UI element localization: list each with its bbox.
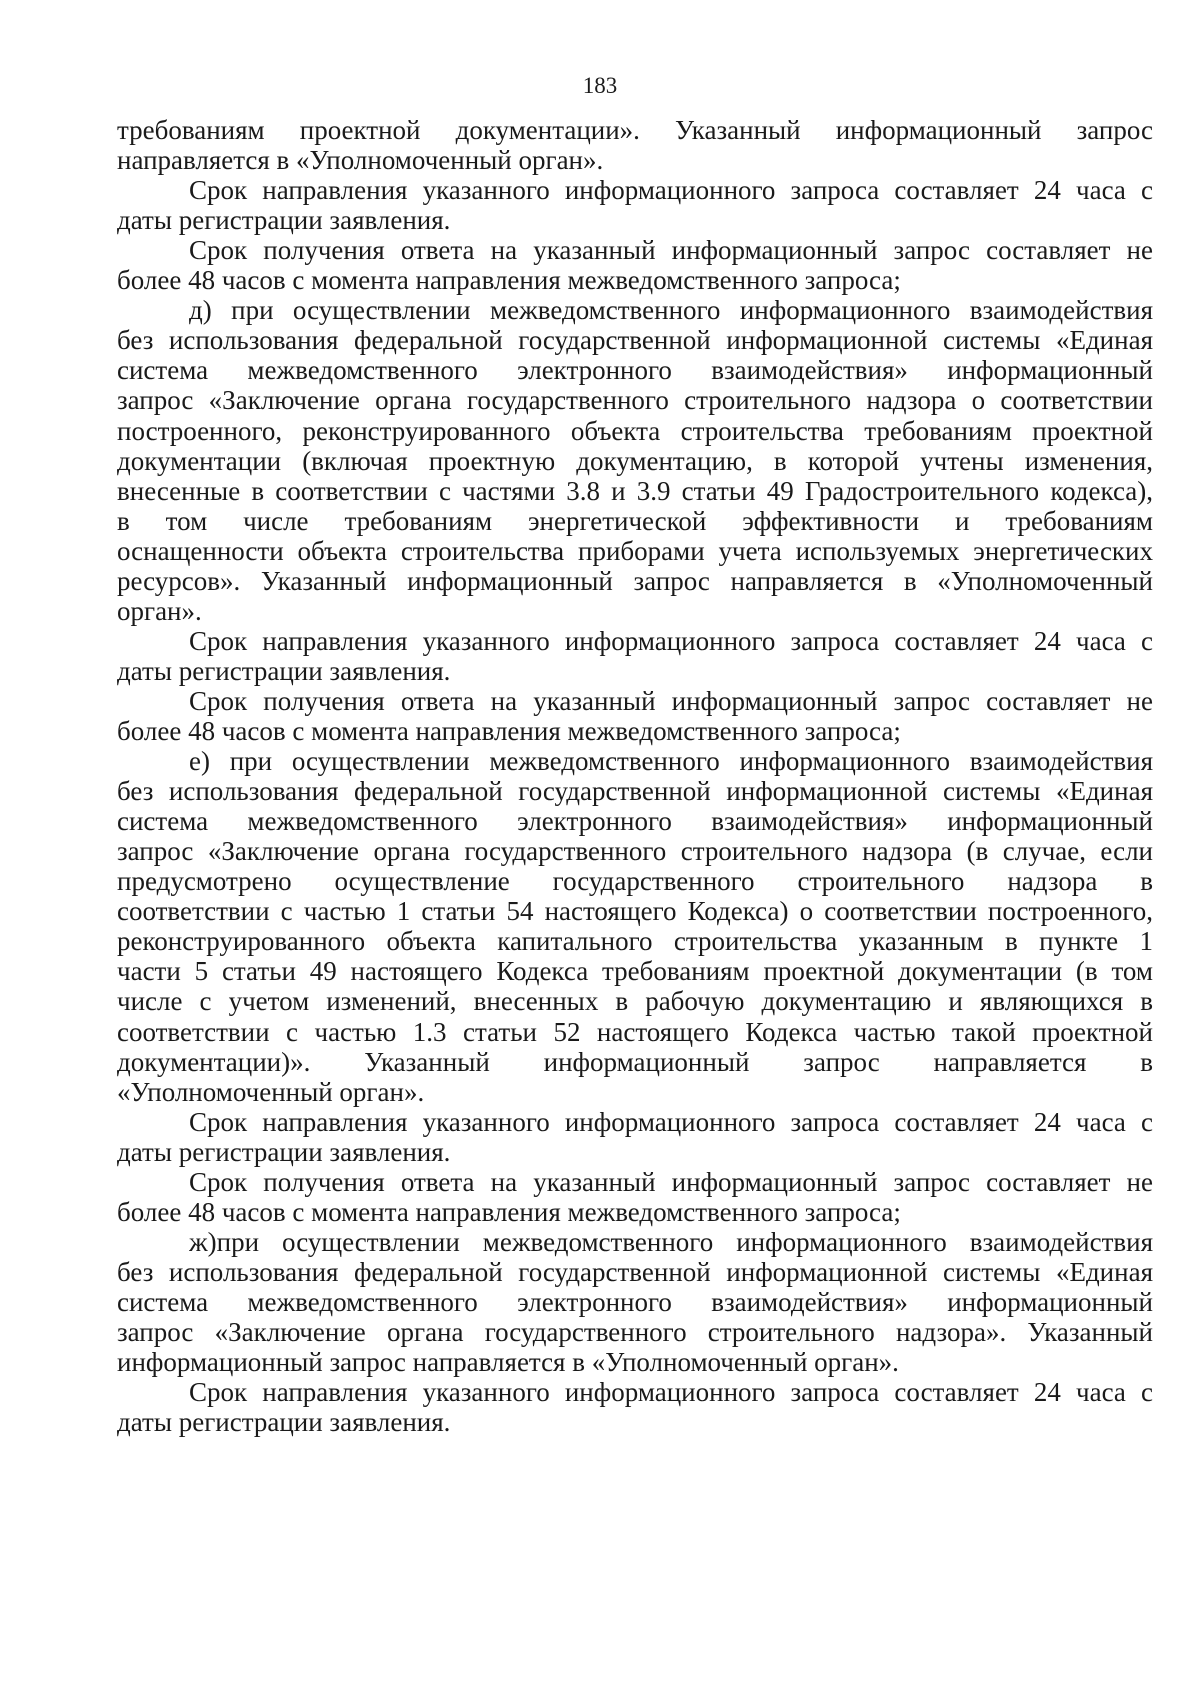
text-line: даты регистрации заявления. (117, 1407, 451, 1437)
text-line: Срок получения ответа на указанный информационный запрос составляет не (189, 1167, 1153, 1197)
text-line: более 48 часов с момента направления межведомственного запроса; (117, 265, 901, 295)
text-line: документации (включая проектную документацию, в которой учтены изменения, (117, 446, 1153, 476)
text-line: даты регистрации заявления. (117, 1137, 451, 1167)
text-line: е) при осуществлении межведомственного информационного взаимодействия (189, 746, 1153, 776)
text-line: система межведомственного электронного взаимодействия» информационный (117, 355, 1153, 385)
text-line: соответствии с частью 1 статьи 54 настоящего Кодекса) о соответствии построенного, (117, 896, 1153, 926)
text-line: запрос «Заключение органа государственного строительного надзора». Указанный (117, 1317, 1153, 1347)
text-line: запрос «Заключение органа государственного строительного надзора (в случае, если (117, 836, 1153, 866)
text-line: орган». (117, 596, 202, 626)
text-line: даты регистрации заявления. (117, 656, 451, 686)
text-line: ресурсов». Указанный информационный запрос направляется в «Уполномоченный (117, 566, 1153, 596)
text-line: без использования федеральной государственной информационной системы «Единая (117, 776, 1153, 806)
text-line: д) при осуществлении межведомственного информационного взаимодействия (189, 295, 1153, 325)
text-line: система межведомственного электронного взаимодействия» информационный (117, 806, 1153, 836)
text-line: части 5 статьи 49 настоящего Кодекса требованиям проектной документации (в том (117, 956, 1153, 986)
text-line: числе с учетом изменений, внесенных в рабочую документацию и являющихся в (117, 986, 1153, 1016)
text-line: без использования федеральной государственной информационной системы «Единая (117, 325, 1153, 355)
page-number: 183 (582, 73, 618, 98)
text-line: в том числе требованиям энергетической эффективности и требованиям (117, 506, 1153, 536)
text-line: «Уполномоченный орган». (117, 1077, 425, 1107)
text-line: Срок направления указанного информационного запроса составляет 24 часа с (189, 175, 1153, 205)
text-line: Срок получения ответа на указанный информационный запрос составляет не (189, 686, 1153, 716)
text-line: предусмотрено осуществление государственного строительного надзора в (117, 866, 1153, 896)
text-line: документации)». Указанный информационный запрос направляется в (117, 1047, 1153, 1077)
text-line: даты регистрации заявления. (117, 205, 451, 235)
text-line: без использования федеральной государственной информационной системы «Единая (117, 1257, 1153, 1287)
text-line: требованиям проектной документации». Указанный информационный запрос (117, 115, 1153, 145)
text-line: система межведомственного электронного взаимодействия» информационный (117, 1287, 1153, 1317)
text-line: информационный запрос направляется в «Уполномоченный орган». (117, 1347, 899, 1377)
text-line: Срок направления указанного информационного запроса составляет 24 часа с (189, 626, 1153, 656)
text-line: соответствии с частью 1.3 статьи 52 настоящего Кодекса частью такой проектной (117, 1017, 1153, 1047)
text-line: Срок получения ответа на указанный информационный запрос составляет не (189, 235, 1153, 265)
text-line: Срок направления указанного информационного запроса составляет 24 часа с (189, 1107, 1153, 1137)
text-line: более 48 часов с момента направления межведомственного запроса; (117, 716, 901, 746)
text-line: направляется в «Уполномоченный орган». (117, 145, 604, 175)
text-line: запрос «Заключение органа государственного строительного надзора о соответствии (117, 385, 1153, 415)
text-line: построенного, реконструированного объекта строительства требованиям проектной (117, 416, 1153, 446)
text-line: Срок направления указанного информационного запроса составляет 24 часа с (189, 1377, 1153, 1407)
text-line: ж)при осуществлении межведомственного информационного взаимодействия (189, 1227, 1153, 1257)
text-line: реконструированного объекта капитального строительства указанным в пункте 1 (117, 926, 1153, 956)
text-line: более 48 часов с момента направления межведомственного запроса; (117, 1197, 901, 1227)
text-line: оснащенности объекта строительства приборами учета используемых энергетических (117, 536, 1153, 566)
text-line: внесенные в соответствии с частями 3.8 и 3.9 статьи 49 Градостроительного кодекса), (117, 476, 1153, 506)
